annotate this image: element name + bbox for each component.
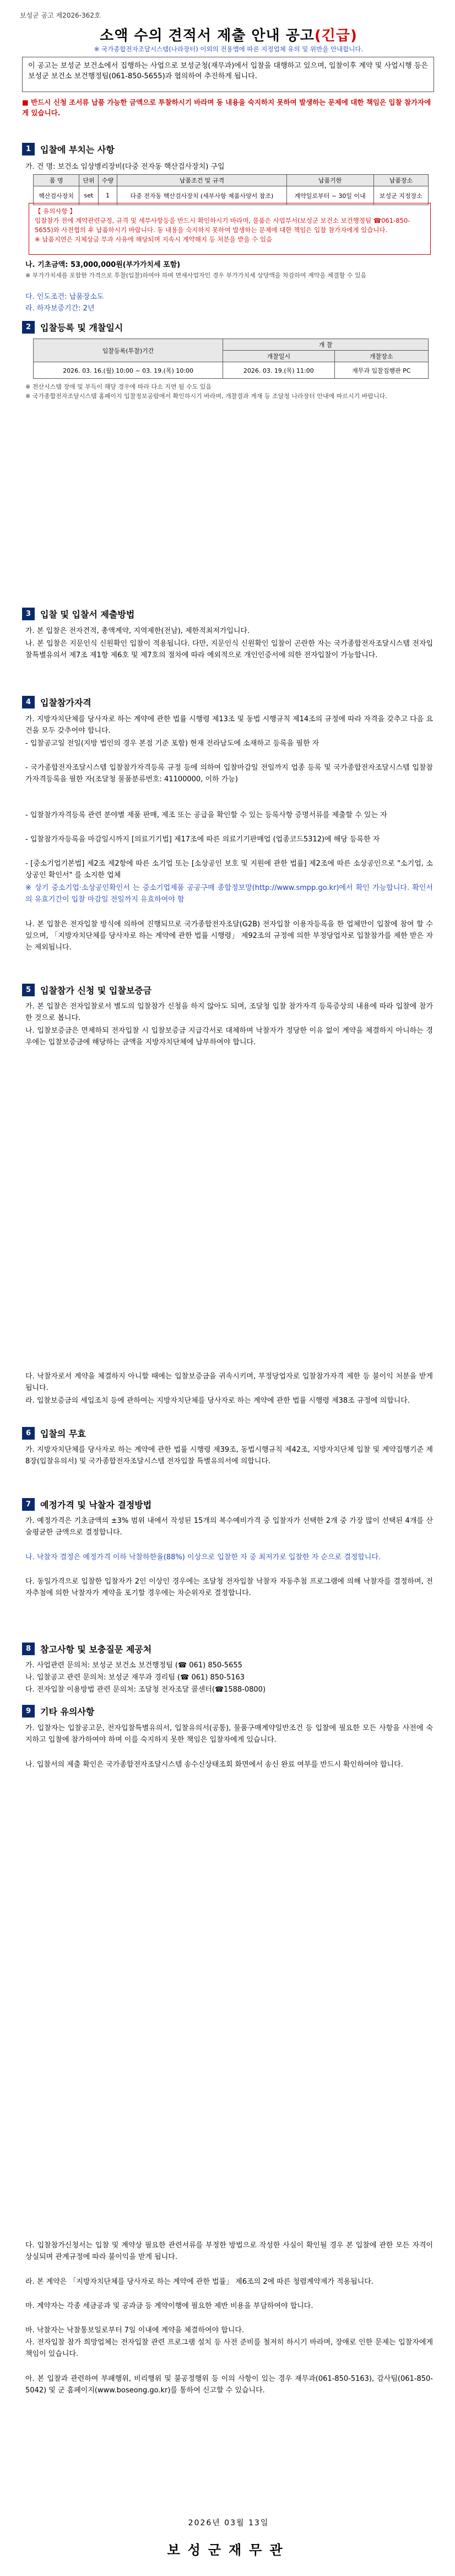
section-number: 6 [22, 1427, 35, 1440]
table-cell: 계약일로부터 ~ 30일 이내 [286, 186, 373, 205]
table-cell: 1 [98, 186, 117, 205]
s5-item-ga: 가. 본 입찰은 전자입찰로서 별도의 입찰참가 신청을 하지 않아도 되며, 조달청 입찰 참가자격 등록증상의 내용에 따라 입찰에 참가한 것으로 봅니다. [25, 1002, 433, 1022]
notice-box: 이 공고는 보성군 보건소에서 집행하는 사업으로 보성군청(재무과)에서 입찰을 대행하고 있으며, 입찰이후 계약 및 사업시행 등은 보성군 보건소 보건행정팀(061-850-5655)과 협의하여 추진하게 됩니다. [22, 57, 434, 92]
s3-item-ga: 가. 본 입찰은 전자견적, 총액계약, 지역제한(전남), 제한적최저가입니다. [25, 627, 250, 635]
section-3-header [22, 608, 134, 620]
s6-item-ga: 가. 지방자치단체를 당사자로 하는 계약에 관한 법률 시행령 제39조, 동법시행규칙 제42조, 지방자치단체 입찰 및 계약집행기준 제8장(입찰유의서) 및 국가종합전자조달시스템 전자입찰 특별유의서에 의합니다. [25, 1446, 433, 1466]
notice-date: 2026년 03월 13일 [188, 2519, 269, 2527]
section-title: 입찰에 부치는 사항 [40, 144, 115, 155]
caution-text: 입찰참가 전에 계약관련규정, 규격 및 세부사항등을 반드시 확인하시기 바라며, 물품은 사업부서(보성군 보건소 보건행정팀 ☎061-850-5655)와 사전협의 후 납품하시기 바랍니다. 동 내용을 숙지하지 못하여 발생하는 문제에 대한 책임은 입찰 참가자에게 있습니다. [35, 217, 410, 234]
document-number: 보성군 공고 제2026-362호 [20, 12, 101, 19]
title-subnote: ※ 국가종합전자조달시스템(나라장터) 이외의 전용앱에 따른 지정업체 유의 및 위반을 안내합니다. [94, 45, 364, 53]
section-5-header [22, 984, 151, 996]
section-number: 8 [22, 1643, 35, 1655]
col-header: 납품기한 [286, 175, 373, 186]
s5-item-ra: 라. 입찰보증금의 세입조치 등에 관하여는 지방자치단체를 당사자로 하는 계약에 관한 법률 시행령 제38조 규정에 의합니다. [25, 1397, 410, 1405]
s5-item-na: 나. 입찰보증금은 면제하되 전자입찰 시 입찰보증금 지급각서로 대체하며 낙찰자가 정당한 이유 없이 계약을 체결하지 아니하는 경우에는 입찰보증금에 해당하는 금액을 지방자치단체에 납부하여야 합니다. [25, 1027, 433, 1046]
schedule-table [33, 339, 429, 379]
s9-item-ga: 가. 입찰자는 입찰공고문, 전자입찰특별유의서, 입찰유의서(공통), 물품구매계약일반조건 등 입찰에 필요한 모든 사항을 사전에 숙지하고 입찰에 참가하여야 하며 이를 숙지하지 못한 책임은 입찰자에게 있습니다. [25, 1724, 433, 1744]
caution-note: ※ 납품지연은 지체상금 부과 사유에 해당되며 지속시 계약해지 등 처분을 받을 수 있음 [35, 235, 273, 243]
section-8-header [22, 1643, 151, 1655]
section-number: 4 [22, 696, 35, 709]
section-4-header [22, 696, 91, 709]
section-9-header [22, 1705, 94, 1718]
s1-item-name: 가. 건 명: 보건소 임상병리장비(다중 전자동 핵산검사장치) 구입 [25, 163, 225, 171]
table-cell: set [79, 186, 99, 205]
s7-item-da: 다. 동일가격으로 입찰한 입찰자가 2인 이상인 경우에는 조달청 전자입찰 낙찰자 자동추첨 프로그램에 의해 낙찰자를 결정하며, 전자추첨에 의한 낙찰자가 계약을 포기할 경우에는 차순위자로 결정합니다. [25, 1577, 433, 1597]
col-header: 단위 [79, 175, 99, 186]
bid-warning: ■ 반드시 신청 조서류 납품 가능한 금액으로 투찰하시기 바라며 동 내용을 숙지하지 못하여 발생하는 문제에 대한 책임은 입찰 참가자에게 있습니다. [22, 98, 431, 117]
section-number: 9 [22, 1705, 35, 1718]
section-title: 기타 유의사항 [40, 1706, 95, 1717]
vat-note: ※ 부가가치세를 포함한 가격으로 투찰(입찰)하여야 하며 면세사업자인 경우 부가가치세 상당액을 차감하여 계약을 체결할 수 있음 [25, 272, 367, 279]
section-number: 1 [22, 143, 35, 155]
s8-item-da: 다. 전자입찰 이용방법 관련 문의처: 조달청 전자조달 콜센터(☎1588-0800) [25, 1686, 266, 1694]
title-main: 소액 수의 견적서 제출 안내 공고 [100, 28, 315, 44]
base-amount: 나. 기초금액: 53,000,000원(부가가치세 포함) [25, 261, 181, 269]
section-title: 예정가격 및 낙찰자 결정방법 [40, 1500, 152, 1510]
section-title: 입찰참가자격 [40, 697, 91, 708]
section-2-header [22, 321, 123, 334]
delivery-condition: 다. 인도조건: 납품장소도 [25, 293, 104, 301]
col-header: 납품장소 [373, 175, 428, 186]
section-title: 참고사항 및 보충질문 제공처 [40, 1644, 152, 1655]
table-cell: 핵산검사장치 [34, 186, 79, 205]
col-header: 개찰일시 [223, 351, 334, 362]
s4-req-4: - 입찰참가자등록을 마감일시까지 [의료기기법] 제17조에 따른 의료기기판매업 (업종코드5312)에 해당 등록한 자 [25, 835, 380, 844]
item-table [33, 174, 429, 205]
section-number: 5 [22, 984, 35, 996]
s9-item-ra: 라. 본 계약은 「지방자치단체를 당사자로 하는 계약에 관한 법률」 제6조의 2에 따른 청렴계약제가 적용됩니다. [25, 2278, 373, 2286]
s4-item-na: 나. 본 입찰은 전자입찰 방식에 의하여 진행되므로 국가종합전자조달(G2B) 전자입찰 이용자등록을 한 업체만이 입찰에 참여 할 수 있으며, 「지방자치단체를 당사자로 하는 계약에 관한 법률 시행령」 제92조의 규정에 의한 부정당업자로 입찰참가를 제한 받은 자는 제외됩니다. [25, 920, 433, 952]
section-title: 입찰 및 입찰서 제출방법 [40, 609, 135, 620]
col-header: 납품조건 및 규격 [117, 175, 286, 186]
s9-item-sa: 사. 전자입찰 참가 희망업체는 전자입찰 관련 프로그램 설치 등 사전 준비를 철저히 하시기 바라며, 장애로 인한 문제는 입찰자에게 책임이 있습니다. [25, 2338, 433, 2358]
section-title: 입찰의 무효 [40, 1429, 86, 1439]
section-6-header [22, 1427, 86, 1440]
col-header: 수량 [98, 175, 117, 186]
s3-item-na: 나. 본 입찰은 지문인식 신원확인 입찰이 적용됩니다. 다만, 지문인식 신원확인 입찰이 곤란한 자는 국가종합전자조달시스템 전자입찰특별유의서 제7조 제1항 제6호 및 제7호의 절차에 따라 예외적으로 개인인증서에 의한 전자입찰이 가능합니다. [25, 640, 433, 659]
col-header: 개 찰 [223, 339, 429, 351]
s9-item-da: 다. 입찰참가신청서는 입찰 및 계약상 필요한 관련서류를 부정한 방법으로 작성한 사실이 확인될 경우 본 입찰에 관한 모든 자격이 상실되며 관계규정에 따라 불이익을 받게 됩니다. [25, 2241, 433, 2261]
col-header: 개찰장소 [334, 351, 429, 362]
table-cell: 재무과 입찰집행관 PC [334, 362, 429, 379]
warranty-period: 라. 하자보증기간: 2년 [25, 304, 95, 313]
s4-req-5: - [중소기업기본법] 제2조 제2항에 따른 소기업 또는 [소상공인 보호 및 지원에 관한 법률] 제2조에 따른 소상공인으로 "소기업, 소상공인 확인서" 를 소지한 업체 [25, 860, 433, 879]
s7-item-ga: 가. 예정가격은 기초금액의 ±3% 범위 내에서 작성된 15개의 복수예비가격 중 입찰자가 선택한 2개 중 가장 많이 선택된 4개를 산술평균한 금액으로 결정합니다. [25, 1517, 433, 1537]
section-number: 2 [22, 321, 35, 334]
table-cell: 2026. 03. 19.(목) 11:00 [223, 362, 334, 379]
table-cell: 다중 전자동 핵산검사장치 (세부사항 제품사양서 참조) [117, 186, 286, 205]
s5-item-da: 다. 낙찰자로서 계약을 체결하지 아니할 때에는 입찰보증금을 귀속시키며, 부정당업자로 입찰참가자격 제한 등 불이익 처분을 받게 됩니다. [25, 1372, 433, 1392]
schedule-note-2: ※ 국가종합전자조달시스템 홈페이지 입찰정보공람에서 확인하시기 바라며, 개찰결과 게재 등 조달청 나라장터 안내에 따르시기 바랍니다. [25, 393, 387, 400]
s4-req-3: - 입찰참가자격등록 관련 분야별 제품 판매, 제조 또는 공급을 확인할 수 있는 등록사항 증명서류를 제출할 수 있는 자 [25, 811, 387, 819]
caution-title: 【 유의사항 】 [35, 207, 76, 215]
page-title [20, 24, 437, 45]
s9-item-ma: 마. 계약자는 각종 세금공과 및 공과금 등 계약이행에 필요한 제반 비용을 부담하여야 합니다. [25, 2302, 313, 2310]
table-cell: 2026. 03. 16.(월) 10:00 ~ 03. 19.(목) 10:00 [34, 362, 223, 379]
s8-item-na: 나. 입찰공고 관련 문의처: 보성군 재무과 경리팀 (☎ 061) 850-5163 [25, 1673, 245, 1682]
col-header: 입찰등록(투찰)기간 [34, 339, 223, 362]
section-number: 7 [22, 1498, 35, 1511]
s4-req-1: - 입찰공고일 전일(지방 법인의 경우 본점 기준 포함) 현재 전라남도에 소재하고 등록을 필한 자 [25, 739, 319, 748]
signer: 보성군재무관 [167, 2542, 290, 2558]
s7-item-na: 나. 낙찰자 결정은 예정가격 이하 낙찰하한율(88%) 이상으로 입찰한 자 중 최저가로 입찰한 자 순으로 결정합니다. [25, 1553, 381, 1561]
section-7-header [22, 1498, 151, 1511]
s4-req-2: - 국가종합전자조달시스템 입찰참가자격등록 규정 등에 의하여 입찰마감일 전일까지 업종 등록 및 국가종합전자조달시스템 입찰참가자격등록을 필한 자(조달청 물품분류번호: 41100000, 이하 가능) [25, 764, 433, 783]
s8-item-ga: 가. 사업관련 문의처: 보성군 보건소 보건행정팀 (☎ 061) 850-5655 [25, 1661, 242, 1670]
col-header: 품 명 [34, 175, 79, 186]
s4-req-note: ※ 상기 중소기업·소상공인확인서 는 중소기업제품 공공구매 종합정보망(http://www.smpp.go.kr)에서 확인 가능합니다. 확인서의 유효기간이 입찰 마감일 전일까지 유효하여야 함 [25, 884, 433, 904]
s9-item-a: 아. 본 입찰과 관련하여 부패행위, 비리행위 및 불공정행위 등 이의 사항이 있는 경우 재무과(061-850-5163), 감사팀(061-850-5042) 및 군 홈페이지(www.boseong.go.kr)를 통하여 신고할 수 있습니다. [25, 2375, 433, 2395]
section-title: 입찰등록 및 개찰일시 [40, 323, 123, 333]
s9-item-na: 나. 입찰서의 제출 확인은 국가종합전자조달시스템 송수신상태조회 화면에서 송신 완료 여부를 반드시 확인하여야 합니다. [25, 1761, 403, 1769]
caution-box [29, 203, 431, 255]
table-cell: 보성군 지정장소 [373, 186, 428, 205]
schedule-note-1: ※ 전산시스템 장애 및 부득이 해당 경우에 따라 다소 지연 될 수도 있음 [25, 383, 212, 390]
section-number: 3 [22, 608, 35, 620]
section-title: 입찰참가 신청 및 입찰보증금 [40, 985, 152, 996]
title-urgent: (긴급) [314, 28, 358, 44]
section-1-header [22, 143, 115, 155]
s9-item-ba: 바. 낙찰자는 낙찰통보일로부터 7일 이내에 계약을 체결하여야 합니다. [25, 2326, 245, 2334]
s4-item-ga: 가. 지방자치단체를 당사자로 하는 계약에 관한 법률 시행령 제13조 및 동법 시행규칙 제14조의 규정에 따라 자격을 갖추고 다음 요건을 모두 갖추어야 합니다. [25, 715, 433, 735]
